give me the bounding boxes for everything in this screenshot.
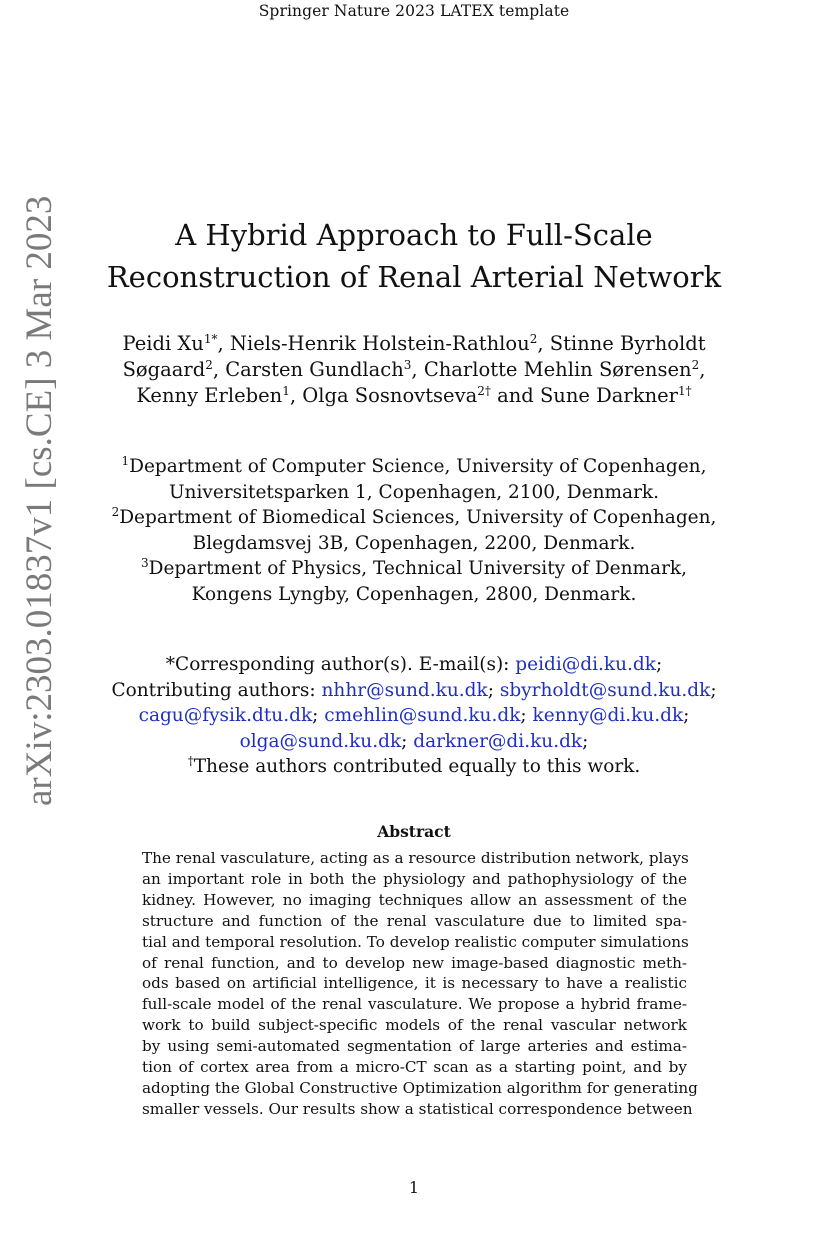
affiliation-list [108, 454, 720, 607]
email-link[interactable]: darkner@di.ku.dk [413, 730, 583, 752]
abstract-line: smaller vessels. Our results show a statistical correspondence between [142, 1099, 693, 1118]
affiliation-mark: 3 [140, 556, 149, 570]
author-marks: 1 [282, 384, 290, 398]
abstract-line: an important role in both the physiology and pathophysiology of the [142, 869, 687, 888]
contact-block [100, 652, 728, 780]
author-marks: 2 [691, 358, 700, 372]
author-name: Stinne Byrholdt Søgaard [122, 332, 706, 381]
email-link[interactable]: sbyrholdt@sund.ku.dk [499, 679, 711, 701]
affiliation-mark: 2 [111, 505, 120, 519]
abstract-line: adopting the Global Constructive Optimization algorithm for generating [142, 1078, 698, 1097]
dagger-mark: † [187, 754, 194, 768]
affiliation-line: $^2$Department of Biomedical Sciences, University of Copenhagen, [111, 505, 717, 528]
abstract-line: tion of cortex area from a micro-CT scan as a starting point, and by [142, 1058, 687, 1077]
affiliation-line: Blegdamsvej 3B, Copenhagen, 2200, Denmark. [192, 532, 636, 554]
author-marks: 1† [678, 384, 692, 398]
author-marks: 2 [529, 332, 538, 346]
affiliation-line: Universitetsparken 1, Copenhagen, 2100, Denmark. [168, 481, 660, 503]
abstract-line: The renal vasculature, acting as a resource distribution network, plays [142, 849, 689, 867]
equal-contribution-note: †These authors contributed equally to this work. [187, 754, 641, 777]
title-line: A Hybrid Approach to Full-Scale [175, 218, 653, 252]
affiliation-line: $^3$Department of Physics, Technical University of Denmark, [140, 556, 688, 579]
email-link[interactable]: nhhr@sund.ku.dk [321, 679, 488, 701]
arxiv-identifier-stamp[interactable]: arXiv:2303.01837v1 [cs.CE] 3 Mar 2023 [19, 195, 60, 806]
abstract-line: kidney. However, no imaging techniques allow an assessment of the [142, 890, 687, 909]
abstract-line: tial and temporal resolution. To develop realistic computer simulations [142, 932, 689, 951]
author-name: Charlotte Mehlin Sørensen [423, 358, 692, 381]
author-marks: 3 [403, 358, 412, 372]
paper-title [0, 214, 828, 298]
abstract-line: ods based on artificial intelligence, it is necessary to have a realistic [142, 974, 687, 993]
author-list: Peidi $Xu^{1*}$, Niels-Henrik Holstein-Rathlou$^2$, Stinne Byrholdt Søgaard$^2$, Carsten Gundlach$^3$, Charlotte Mehlin Sørensen$^2$, Kenny Erleben$^1$, Olga Sosnovtseva$^{2\dagger}$ and Sune Darkner$^{1\dagger}$ [122, 332, 706, 407]
email-link[interactable]: cagu@fysik.dtu.dk [138, 705, 313, 726]
abstract-body [142, 848, 698, 1120]
contributing-line: cagu@fysik.dtu.dk; cmehlin@sund.ku.dk; kenny@di.ku.dk; [138, 705, 690, 726]
page-number: 1 [408, 1178, 420, 1197]
abstract-line: work to build subject-specific models of the renal vascular network [142, 1016, 687, 1035]
abstract-line: of renal function, and to develop new image-based diagnostic meth- [142, 953, 687, 972]
abstract-line: structure and function of the renal vasculature due to limited spa- [142, 911, 687, 930]
author-marks: 2† [477, 384, 491, 398]
author-name: Olga Sosnovtseva [302, 384, 478, 407]
author-marks: 2 [205, 358, 213, 372]
email-link[interactable]: peidi@di.ku.dk [515, 654, 656, 675]
email-link[interactable]: kenny@di.ku.dk [532, 705, 684, 726]
author-marks: 1* [203, 332, 218, 346]
abstract-heading: Abstract [377, 822, 451, 841]
email-link[interactable]: olga@sund.ku.dk [239, 730, 402, 752]
author-name: Carsten Gundlach [225, 358, 404, 381]
running-head: Springer Nature 2023 LATEX template [258, 2, 570, 20]
affiliation-line: Kongens Lyngby, Copenhagen, 2800, Denmark. [191, 583, 637, 605]
author-name: Niels-Henrik Holstein-Rathlou [229, 332, 530, 355]
email-link[interactable]: cmehlin@sund.ku.dk [324, 705, 521, 726]
abstract-line: by using semi-automated segmentation of large arteries and estima- [142, 1037, 687, 1056]
title-line: Reconstruction of Renal Arterial Network [106, 260, 722, 294]
author-name: Kenny Erleben [136, 384, 283, 407]
contributing-line: Contributing authors: nhhr@sund.ku.dk; sbyrholdt@sund.ku.dk; [111, 679, 717, 701]
author-name: Sune Darkner [539, 384, 678, 407]
affiliation-line: $^1$Department of Computer Science, University of Copenhagen, [121, 454, 707, 477]
affiliation-mark: 1 [121, 454, 130, 468]
abstract-line: full-scale model of the renal vasculature. We propose a hybrid frame- [142, 995, 687, 1014]
corresponding-line: *Corresponding author(s). E-mail(s): peidi@di.ku.dk; [165, 654, 663, 675]
author-name: Peidi Xu [122, 332, 204, 355]
contributing-line: olga@sund.ku.dk; darkner@di.ku.dk; [239, 730, 589, 752]
